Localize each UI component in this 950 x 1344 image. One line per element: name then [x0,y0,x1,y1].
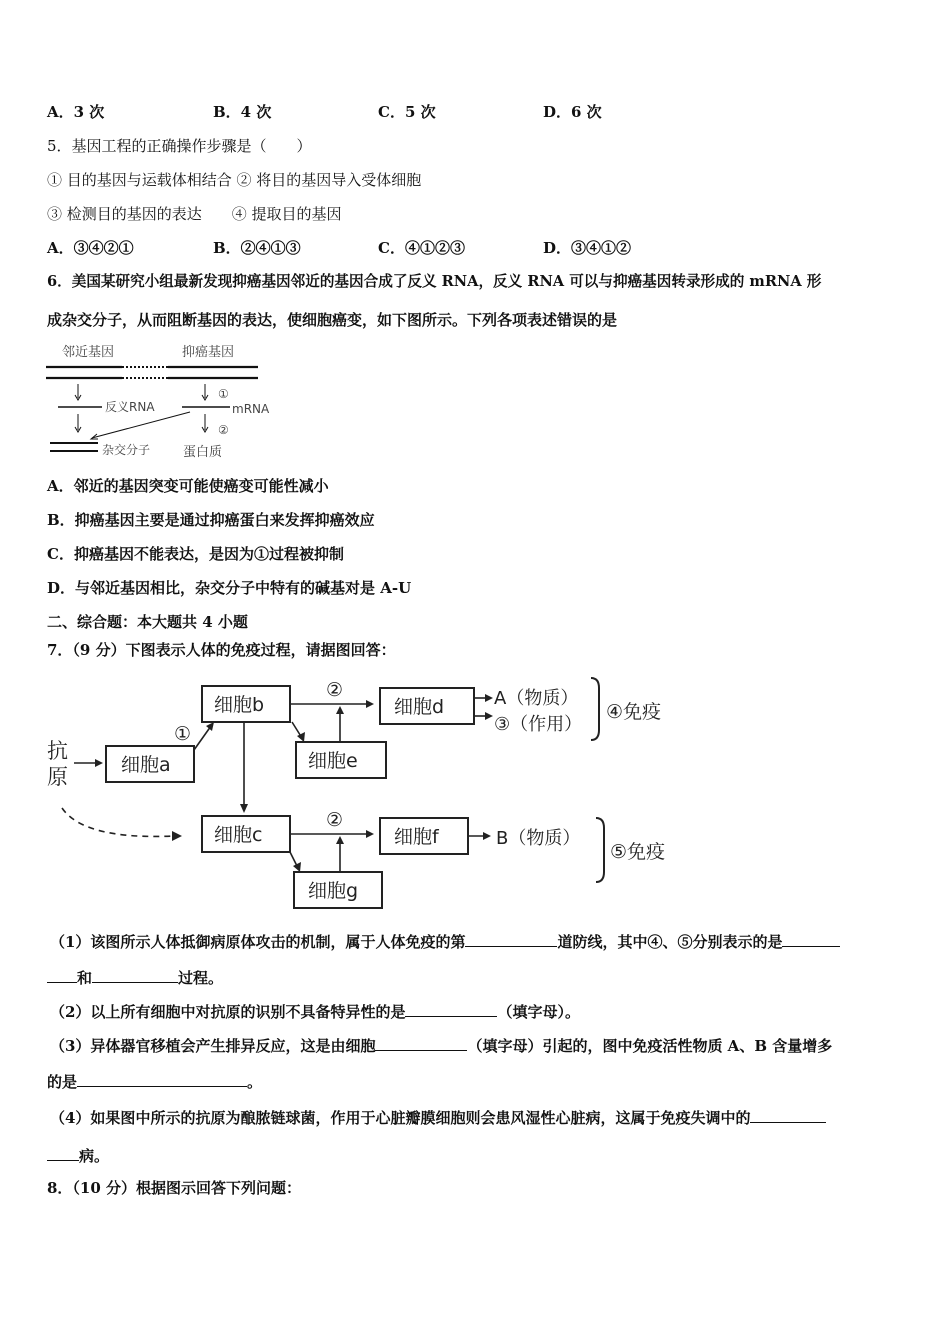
q5-option-c: C．④①②③ [378,239,465,257]
answer-blank[interactable] [375,1034,467,1051]
q7-sub1-text-c: 和 [77,969,93,987]
q5-option-d: D．③④①② [543,239,632,257]
q7-sub3-text-a: （3）异体器官移植会产生排异反应，这是由细胞 [50,1037,376,1055]
answer-blank[interactable] [750,1106,826,1123]
q6-option-d: D．与邻近基因相比，杂交分子中特有的碱基对是 A-U [47,579,412,597]
q7-sub3-line2 [47,1070,262,1092]
answer-blank[interactable] [405,1000,497,1017]
antisense-rna-label: 反义RNA [105,400,155,414]
q7-sub3-text-c: 的是 [47,1073,78,1091]
arrow-head [485,694,493,702]
q5-items-line1: ① 目的基因与运载体相结合 ② 将目的基因导入受体细胞 [47,171,422,189]
q7-sub1-text-a: （1）该图所示人体抵御病原体攻击的机制，属于人体免疫的第 [50,933,466,951]
arrow-head [293,862,301,872]
q7-sub2-text-b: （填字母）。 [497,1003,580,1021]
arrow-head [336,836,344,844]
q7-sub2 [50,1000,580,1022]
q4-option-c: C．5 次 [378,103,436,121]
step2-label-top: ② [326,679,344,701]
q6-stem-line1: 6．美国某研究小组最新发现抑癌基因邻近的基因合成了反义 RNA，反义 RNA 可以与抑癌基因转录形成的 mRNA 形 [47,273,822,290]
arrow-head [95,759,103,767]
cell-g-label: 细胞g [308,880,359,902]
arrow-head [366,830,374,838]
immunity-4-label: ④免疫 [606,701,662,723]
q5-option-b: B．②④①③ [213,239,301,257]
q7-sub4-line1 [50,1106,826,1128]
q8-stem: 8．（10 分）根据图示回答下列问题： [47,1179,302,1197]
protein-label: 蛋白质 [183,445,223,460]
q6-option-b: B．抑癌基因主要是通过抑癌蛋白来发挥抑癌效应 [47,511,375,529]
product-3-label: ③（作用） [494,714,583,735]
cell-f-label: 细胞f [394,826,439,848]
q4-option-d: D．6 次 [543,103,602,121]
arrow-head [366,700,374,708]
brace-4 [591,678,599,740]
mrna-label: mRNA [232,402,270,416]
cell-a-to-b-arrow [194,726,211,750]
tumor-suppressor-gene-label: 抑癌基因 [182,345,235,360]
q7-sub1-line1 [50,930,840,952]
step1-label: ① [218,387,229,401]
product-a-label: A（物质） [494,688,579,709]
antigen-to-cell-c-dashed-arrow [62,808,174,836]
q6-stem-line2: 成杂交分子，从而阻断基因的表达，使细胞癌变，如下图所示。下列各项表述错误的是 [47,311,618,329]
q7-stem: 7．（9 分）下图表示人体的免疫过程，请据图回答： [47,641,396,659]
q5-stem: 5．基因工程的正确操作步骤是（ ） [47,137,312,155]
q7-sub1-text-d: 过程。 [178,969,224,987]
cell-e-label: 细胞e [308,750,358,772]
immune-process-diagram [44,668,710,914]
hybrid-molecule-label: 杂交分子 [102,443,151,457]
cell-a-label: 细胞a [121,754,171,776]
arrow-head [485,712,493,720]
adjacent-gene-label: 邻近基因 [62,345,115,360]
answer-blank[interactable] [47,966,77,983]
product-b-label: B（物质） [496,828,581,849]
q7-sub3-line1 [50,1034,832,1056]
q5-option-a: A．③④②① [47,239,134,257]
q7-sub1-text-b: 道防线，其中④、⑤分别表示的是 [557,933,783,951]
arrow-head [297,732,305,742]
q4-option-b: B．4 次 [213,103,272,121]
brace-5 [596,818,604,882]
q7-sub3-text-d: 。 [247,1073,263,1091]
arrow-head [240,804,248,813]
mrna-to-hybrid-arrow [92,412,190,438]
answer-blank[interactable] [465,930,557,947]
q7-sub4-line2 [47,1144,109,1166]
section2-title: 二、综合题：本大题共 4 小题 [47,613,248,631]
gene-expression-diagram [40,338,300,468]
arrow-head [483,832,491,840]
step1-label: ① [174,723,192,745]
cell-b-label: 细胞b [214,694,265,716]
q7-sub2-text-a: （2）以上所有细胞中对抗原的识别不具备特异性的是 [50,1003,406,1021]
q7-sub3-text-b: （填字母）引起的，图中免疫活性物质 A、B 含量增多 [467,1037,833,1055]
q6-option-a: A．邻近的基因突变可能使癌变可能性减小 [47,477,329,495]
arrow-head [206,722,214,731]
answer-blank[interactable] [77,1070,247,1087]
q5-items-line2: ③ 检测目的基因的表达 ④ 提取目的基因 [47,205,342,223]
answer-blank[interactable] [47,1144,79,1161]
answer-blank[interactable] [782,930,840,947]
q7-sub1-line2 [47,966,223,988]
answer-blank[interactable] [92,966,178,983]
arrow-head [172,831,182,841]
q7-sub4-text-b: 病。 [79,1147,110,1165]
q4-option-a: A．3 次 [47,103,105,121]
cell-d-label: 细胞d [394,696,445,718]
step2-label: ② [218,423,229,437]
q6-option-c: C．抑癌基因不能表达，是因为①过程被抑制 [47,545,344,563]
cell-c-label: 细胞c [214,824,263,846]
antigen-label-top: 抗 [47,739,68,763]
immunity-5-label: ⑤免疫 [610,841,666,863]
step2-label-bottom: ② [326,809,344,831]
antigen-label-bottom: 原 [47,765,68,789]
q7-sub4-text-a: （4）如果图中所示的抗原为酿脓链球菌，作用于心脏瓣膜细胞则会患风湿性心脏病，这属于免疫失调中的 [50,1109,751,1127]
arrow-head [336,706,344,714]
